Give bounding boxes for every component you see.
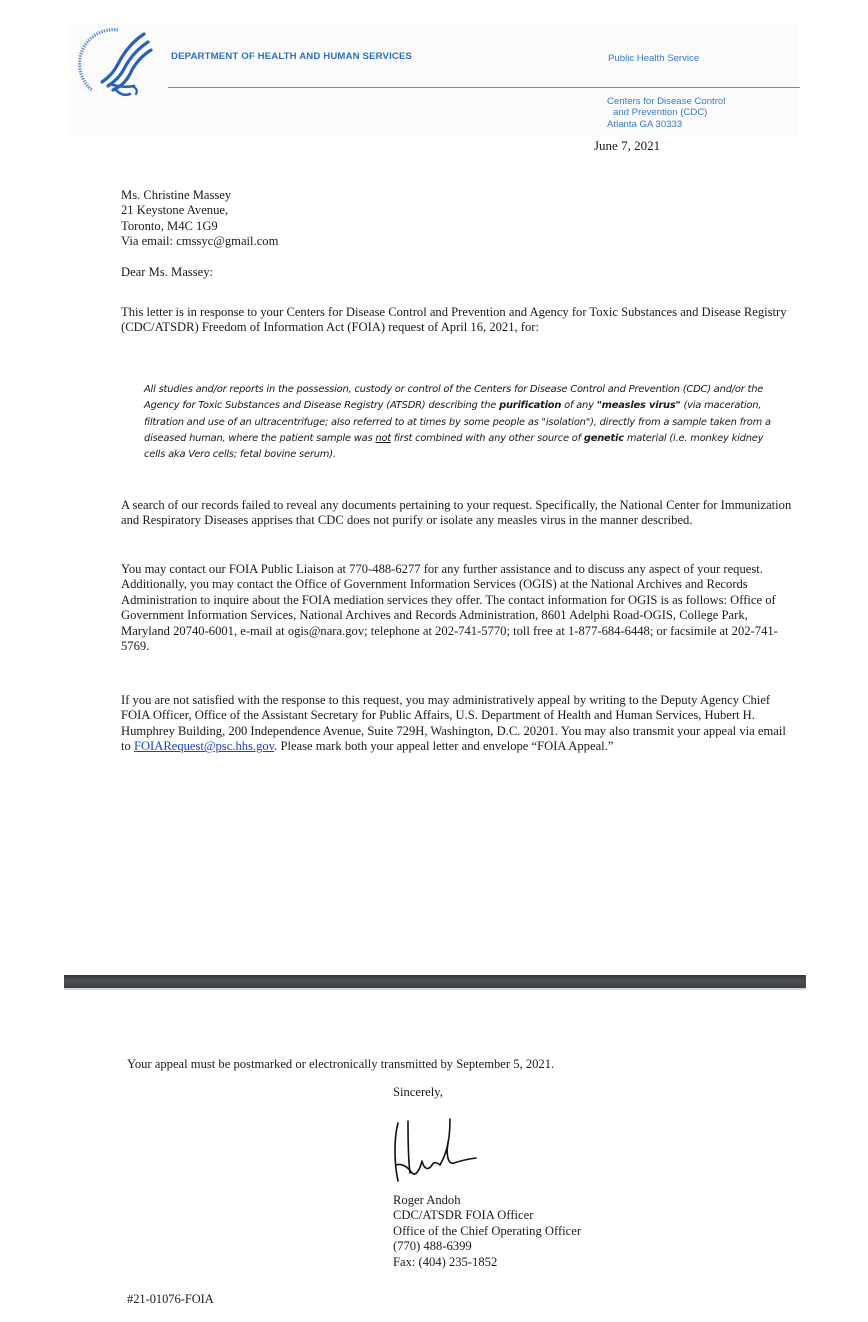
page-break-separator — [64, 975, 806, 990]
quote-text: first combined with any other source of — [390, 432, 584, 444]
appeal-deadline: Your appeal must be postmarked or electronically transmitted by September 5, 2021. — [127, 1057, 555, 1071]
salutation: Dear Ms. Massey: — [121, 265, 213, 279]
quote-text: material (i.e. monkey kidney cells aka Vero cells; fetal bovine serum). — [144, 432, 764, 461]
hhs-eagle-seal-icon — [74, 24, 162, 100]
recipient-line: 21 Keystone Avenue, — [121, 203, 229, 218]
agency-line: Centers for Disease Control — [607, 96, 726, 107]
department-name: DEPARTMENT OF HEALTH AND HUMAN SERVICES — [171, 51, 413, 62]
agency-line: and Prevention (CDC) — [613, 107, 708, 119]
quote-text: (via maceration, filtration and use of an ultracentrifuge; also referred to at times by some people as "isolation"), directly from a sample taken from a diseased human, where the patient sample was — [144, 400, 771, 444]
request-quote — [144, 382, 774, 463]
reference-number: #21-01076-FOIA — [127, 1292, 214, 1306]
quote-emphasis: "measles virus" — [596, 400, 681, 412]
quote-underline: not — [375, 432, 391, 444]
quote-emphasis: purification — [499, 400, 562, 412]
quote-text: of any — [561, 400, 597, 412]
appeal-email-link[interactable]: FOIARequest@psc.hhs.gov — [133, 739, 275, 754]
signer-phone: (770) 488-6399 — [393, 1239, 472, 1254]
recipient-line: Ms. Christine Massey — [121, 188, 232, 202]
contact-info-paragraph: You may contact our FOIA Public Liaison at 770-488-6277 for any further assistance and to discuss any aspect of your request. Additionally, you may contact the Office of Government Information Services (OGIS) at the National Archives and Records Administration to inquire about the FOIA mediation services they offer. The contact information for OGIS is as follows: Office of Government Information Services, National Archives and Records Administration, 8601 Adelphi Road-OGIS, College Park, Maryland 20740-6001, e-mail at ogis@nara.gov; telephone at 202-741-5770; toll free at 1-877-684-6448; or facsimile at 202-741-5769. — [121, 562, 778, 654]
agency-line: Atlanta GA 30333 — [607, 118, 683, 130]
closing: Sincerely, — [393, 1085, 443, 1099]
agency-address — [607, 96, 725, 130]
quote-text: All studies and/or reports in the possession, custody or control of the Centers for Disease Control and Prevention (CDC) and/or the Agency for Toxic Substances and Disease Registry (ATSDR) describing the — [144, 384, 764, 412]
recipient-line: Toronto, M4C 1G9 — [121, 218, 218, 233]
intro-paragraph: This letter is in response to your Centers for Disease Control and Prevention and Agency for Toxic Substances and Disease Registry (CDC/ATSDR) Freedom of Information Act (FOIA) request of April 16, 2021, for: — [121, 305, 787, 335]
letter-date: June 7, 2021 — [594, 138, 661, 153]
search-result-paragraph: A search of our records failed to reveal any documents pertaining to your request. Specifically, the National Center for Immunization and Respiratory Diseases apprises that CDC does not purify or isolate any measles virus in the manner described. — [121, 498, 792, 528]
signer-block — [393, 1193, 581, 1270]
service-name: Public Health Service — [608, 53, 700, 64]
signer-fax: Fax: (404) 235-1852 — [393, 1254, 498, 1269]
recipient-line: Via email: cmssyc@gmail.com — [121, 234, 279, 249]
letterhead-rule — [168, 87, 800, 88]
appeal-text: . Please mark both your appeal letter and envelope “FOIA Appeal.” — [274, 739, 614, 754]
quote-emphasis: genetic — [583, 432, 624, 444]
signer-name: Roger Andoh — [393, 1193, 461, 1207]
signer-title: CDC/ATSDR FOIA Officer — [393, 1208, 534, 1223]
appeal-text: If you are not satisfied with the response to this request, you may administratively appeal by writing to the Deputy Agency Chief FOIA Officer, Office of the Assistant Secretary for Public Affairs, U.S. Department of Health and Human Services, Hubert H. Humphrey Building, 200 Independence Avenue, Suite 729H, Washington, D.C. 20201. You may also transmit your appeal via email to — [121, 693, 786, 754]
appeal-paragraph — [121, 693, 793, 755]
signer-office: Office of the Chief Operating Officer — [393, 1223, 582, 1238]
handwritten-signature-icon — [388, 1103, 488, 1183]
recipient-address — [121, 188, 278, 250]
